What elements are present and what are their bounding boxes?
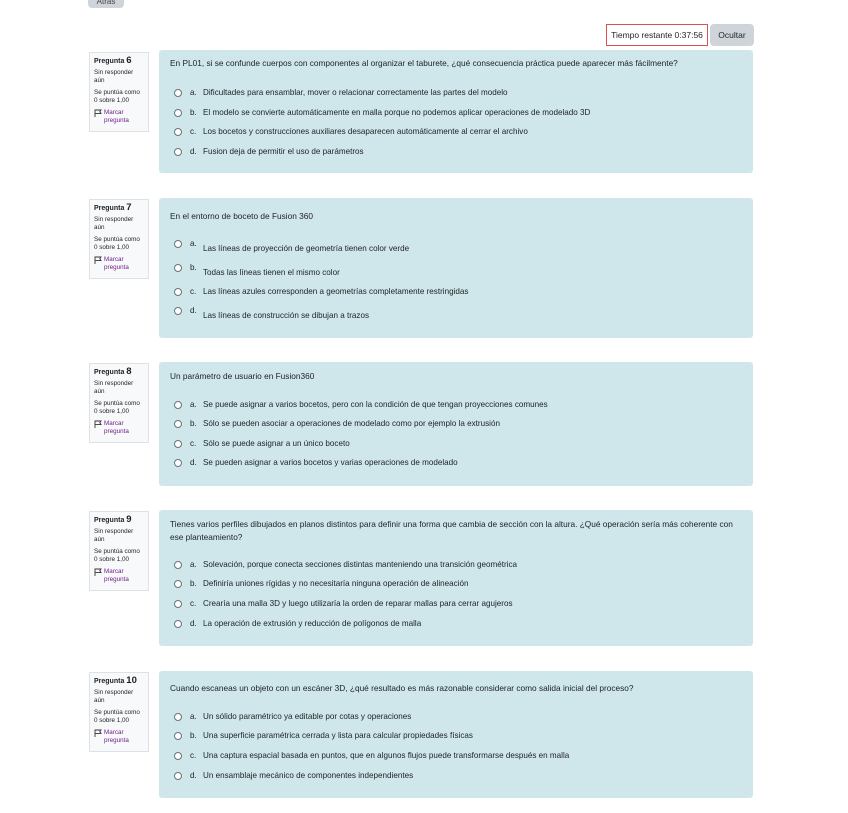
flag-question-link[interactable]: Marcar pregunta	[94, 729, 144, 746]
answer-option-a[interactable]: a. Las líneas de proyección de geometría tienen color verde	[174, 244, 409, 253]
radio-button[interactable]	[174, 772, 182, 780]
question-text: Tienes varios perfiles dibujados en planos distintos para definir una forma que cambia de sección con la altura. ¿Qué operación sería más coherente con ese planteamiento?	[170, 519, 733, 542]
question-text: Cuando escaneas un objeto con un escáner 3D, ¿qué resultado es más razonable considerar como salida inicial del proceso?	[170, 683, 634, 693]
question-grade: Se puntúa como 0 sobre 1,00	[94, 547, 140, 563]
question-grade: Se puntúa como 0 sobre 1,00	[94, 708, 140, 724]
answer-option-c[interactable]: c. Los bocetos y construcciones auxiliares desaparecen automáticamente al cerrar el archivo	[174, 127, 528, 136]
answer-option-b[interactable]: b. Sólo se pueden asociar a operaciones de modelado como por ejemplo la extrusión	[174, 419, 500, 428]
radio-button[interactable]	[174, 620, 182, 628]
question-number: Pregunta 8	[94, 366, 132, 377]
radio-button[interactable]	[174, 440, 182, 448]
radio-button[interactable]	[174, 732, 182, 740]
question-content-10	[159, 671, 753, 798]
answer-option-c[interactable]: c. Las líneas azules corresponden a geometrías completamente restringidas	[174, 287, 468, 296]
time-remaining: Tiempo restante 0:37:56	[606, 24, 708, 46]
question-number: Pregunta 7	[94, 202, 132, 213]
question-state: Sin responder aún	[94, 68, 134, 84]
question-number: Pregunta 6	[94, 55, 132, 66]
flag-icon	[94, 109, 102, 117]
flag-icon	[94, 568, 102, 576]
radio-button[interactable]	[174, 288, 182, 296]
flag-icon	[94, 729, 102, 737]
question-info-8	[89, 363, 149, 443]
question-content-6	[159, 50, 753, 173]
radio-button[interactable]	[174, 307, 182, 315]
answer-option-a[interactable]: a. Un sólido paramétrico ya editable por cotas y operaciones	[174, 712, 411, 721]
flag-icon	[94, 256, 102, 264]
answer-option-b[interactable]: b. Todas las líneas tienen el mismo color	[174, 268, 340, 277]
flag-icon	[94, 420, 102, 428]
flag-question-link[interactable]: Marcar pregunta	[94, 256, 144, 273]
radio-button[interactable]	[174, 600, 182, 608]
question-text: En PL01, si se confunde cuerpos con componentes al organizar el taburete, ¿qué consecuencia práctica puede aparecer más fácilmente?	[170, 58, 678, 68]
question-info-7	[89, 199, 149, 279]
radio-button[interactable]	[174, 89, 182, 97]
question-number: Pregunta 10	[94, 675, 137, 686]
radio-button[interactable]	[174, 128, 182, 136]
radio-button[interactable]	[174, 264, 182, 272]
radio-button[interactable]	[174, 401, 182, 409]
radio-button[interactable]	[174, 713, 182, 721]
answer-option-d[interactable]: d. Se pueden asignar a varios bocetos y varias operaciones de modelado	[174, 458, 458, 467]
question-info-10	[89, 672, 149, 752]
answer-option-b[interactable]: b. Una superficie paramétrica cerrada y lista para calcular propiedades físicas	[174, 731, 473, 740]
radio-button[interactable]	[174, 109, 182, 117]
answer-option-a[interactable]: a. Solevación, porque conecta secciones distintas manteniendo una transición geométrica	[174, 560, 517, 569]
radio-button[interactable]	[174, 420, 182, 428]
answer-option-a[interactable]: a. Se puede asignar a varios bocetos, pero con la condición de que tengan proyecciones comunes	[174, 400, 548, 409]
radio-button[interactable]	[174, 752, 182, 760]
answer-option-d[interactable]: d. Fusion deja de permitir el uso de parámetros	[174, 147, 364, 156]
question-state: Sin responder aún	[94, 688, 134, 704]
back-button[interactable]: Atrás	[88, 0, 124, 8]
question-grade: Se puntúa como 0 sobre 1,00	[94, 235, 140, 251]
flag-question-link[interactable]: Marcar pregunta	[94, 568, 144, 585]
question-content-7	[159, 198, 753, 338]
question-content-9	[159, 510, 753, 646]
radio-button[interactable]	[174, 240, 182, 248]
question-state: Sin responder aún	[94, 379, 134, 395]
question-text: En el entorno de boceto de Fusion 360	[170, 211, 313, 221]
radio-button[interactable]	[174, 580, 182, 588]
flag-question-link[interactable]: Marcar pregunta	[94, 109, 144, 126]
answer-option-d[interactable]: d. La operación de extrusión y reducción de polígonos de malla	[174, 619, 421, 628]
answer-option-c[interactable]: c. Sólo se puede asignar a un único boceto	[174, 439, 350, 448]
question-info-6	[89, 52, 149, 132]
question-grade: Se puntúa como 0 sobre 1,00	[94, 88, 140, 104]
question-state: Sin responder aún	[94, 527, 134, 543]
flag-question-link[interactable]: Marcar pregunta	[94, 420, 144, 437]
answer-option-d[interactable]: d. Un ensamblaje mecánico de componentes independientes	[174, 771, 413, 780]
radio-button[interactable]	[174, 148, 182, 156]
radio-button[interactable]	[174, 459, 182, 467]
answer-option-a[interactable]: a. Dificultades para ensamblar, mover o relacionar correctamente las partes del modelo	[174, 88, 508, 97]
radio-button[interactable]	[174, 561, 182, 569]
question-text: Un parámetro de usuario en Fusion360	[170, 371, 315, 381]
question-content-8	[159, 362, 753, 486]
question-grade: Se puntúa como 0 sobre 1,00	[94, 399, 140, 415]
answer-option-b[interactable]: b. El modelo se convierte automáticamente en malla porque no podemos aplicar operaciones de modelado 3D	[174, 108, 590, 117]
answer-option-b[interactable]: b. Definiría uniones rígidas y no necesitaría ninguna operación de alineación	[174, 579, 468, 588]
question-number: Pregunta 9	[94, 514, 132, 525]
question-state: Sin responder aún	[94, 215, 134, 231]
question-info-9	[89, 511, 149, 591]
answer-option-c[interactable]: c. Una captura espacial basada en puntos, que en algunos flujos puede transformarse después en malla	[174, 751, 569, 760]
answer-option-c[interactable]: c. Crearía una malla 3D y luego utilizaría la orden de reparar mallas para cerrar agujeros	[174, 599, 513, 608]
hide-timer-button[interactable]: Ocultar	[710, 24, 754, 46]
answer-option-d[interactable]: d. Las líneas de construcción se dibujan a trazos	[174, 311, 369, 320]
